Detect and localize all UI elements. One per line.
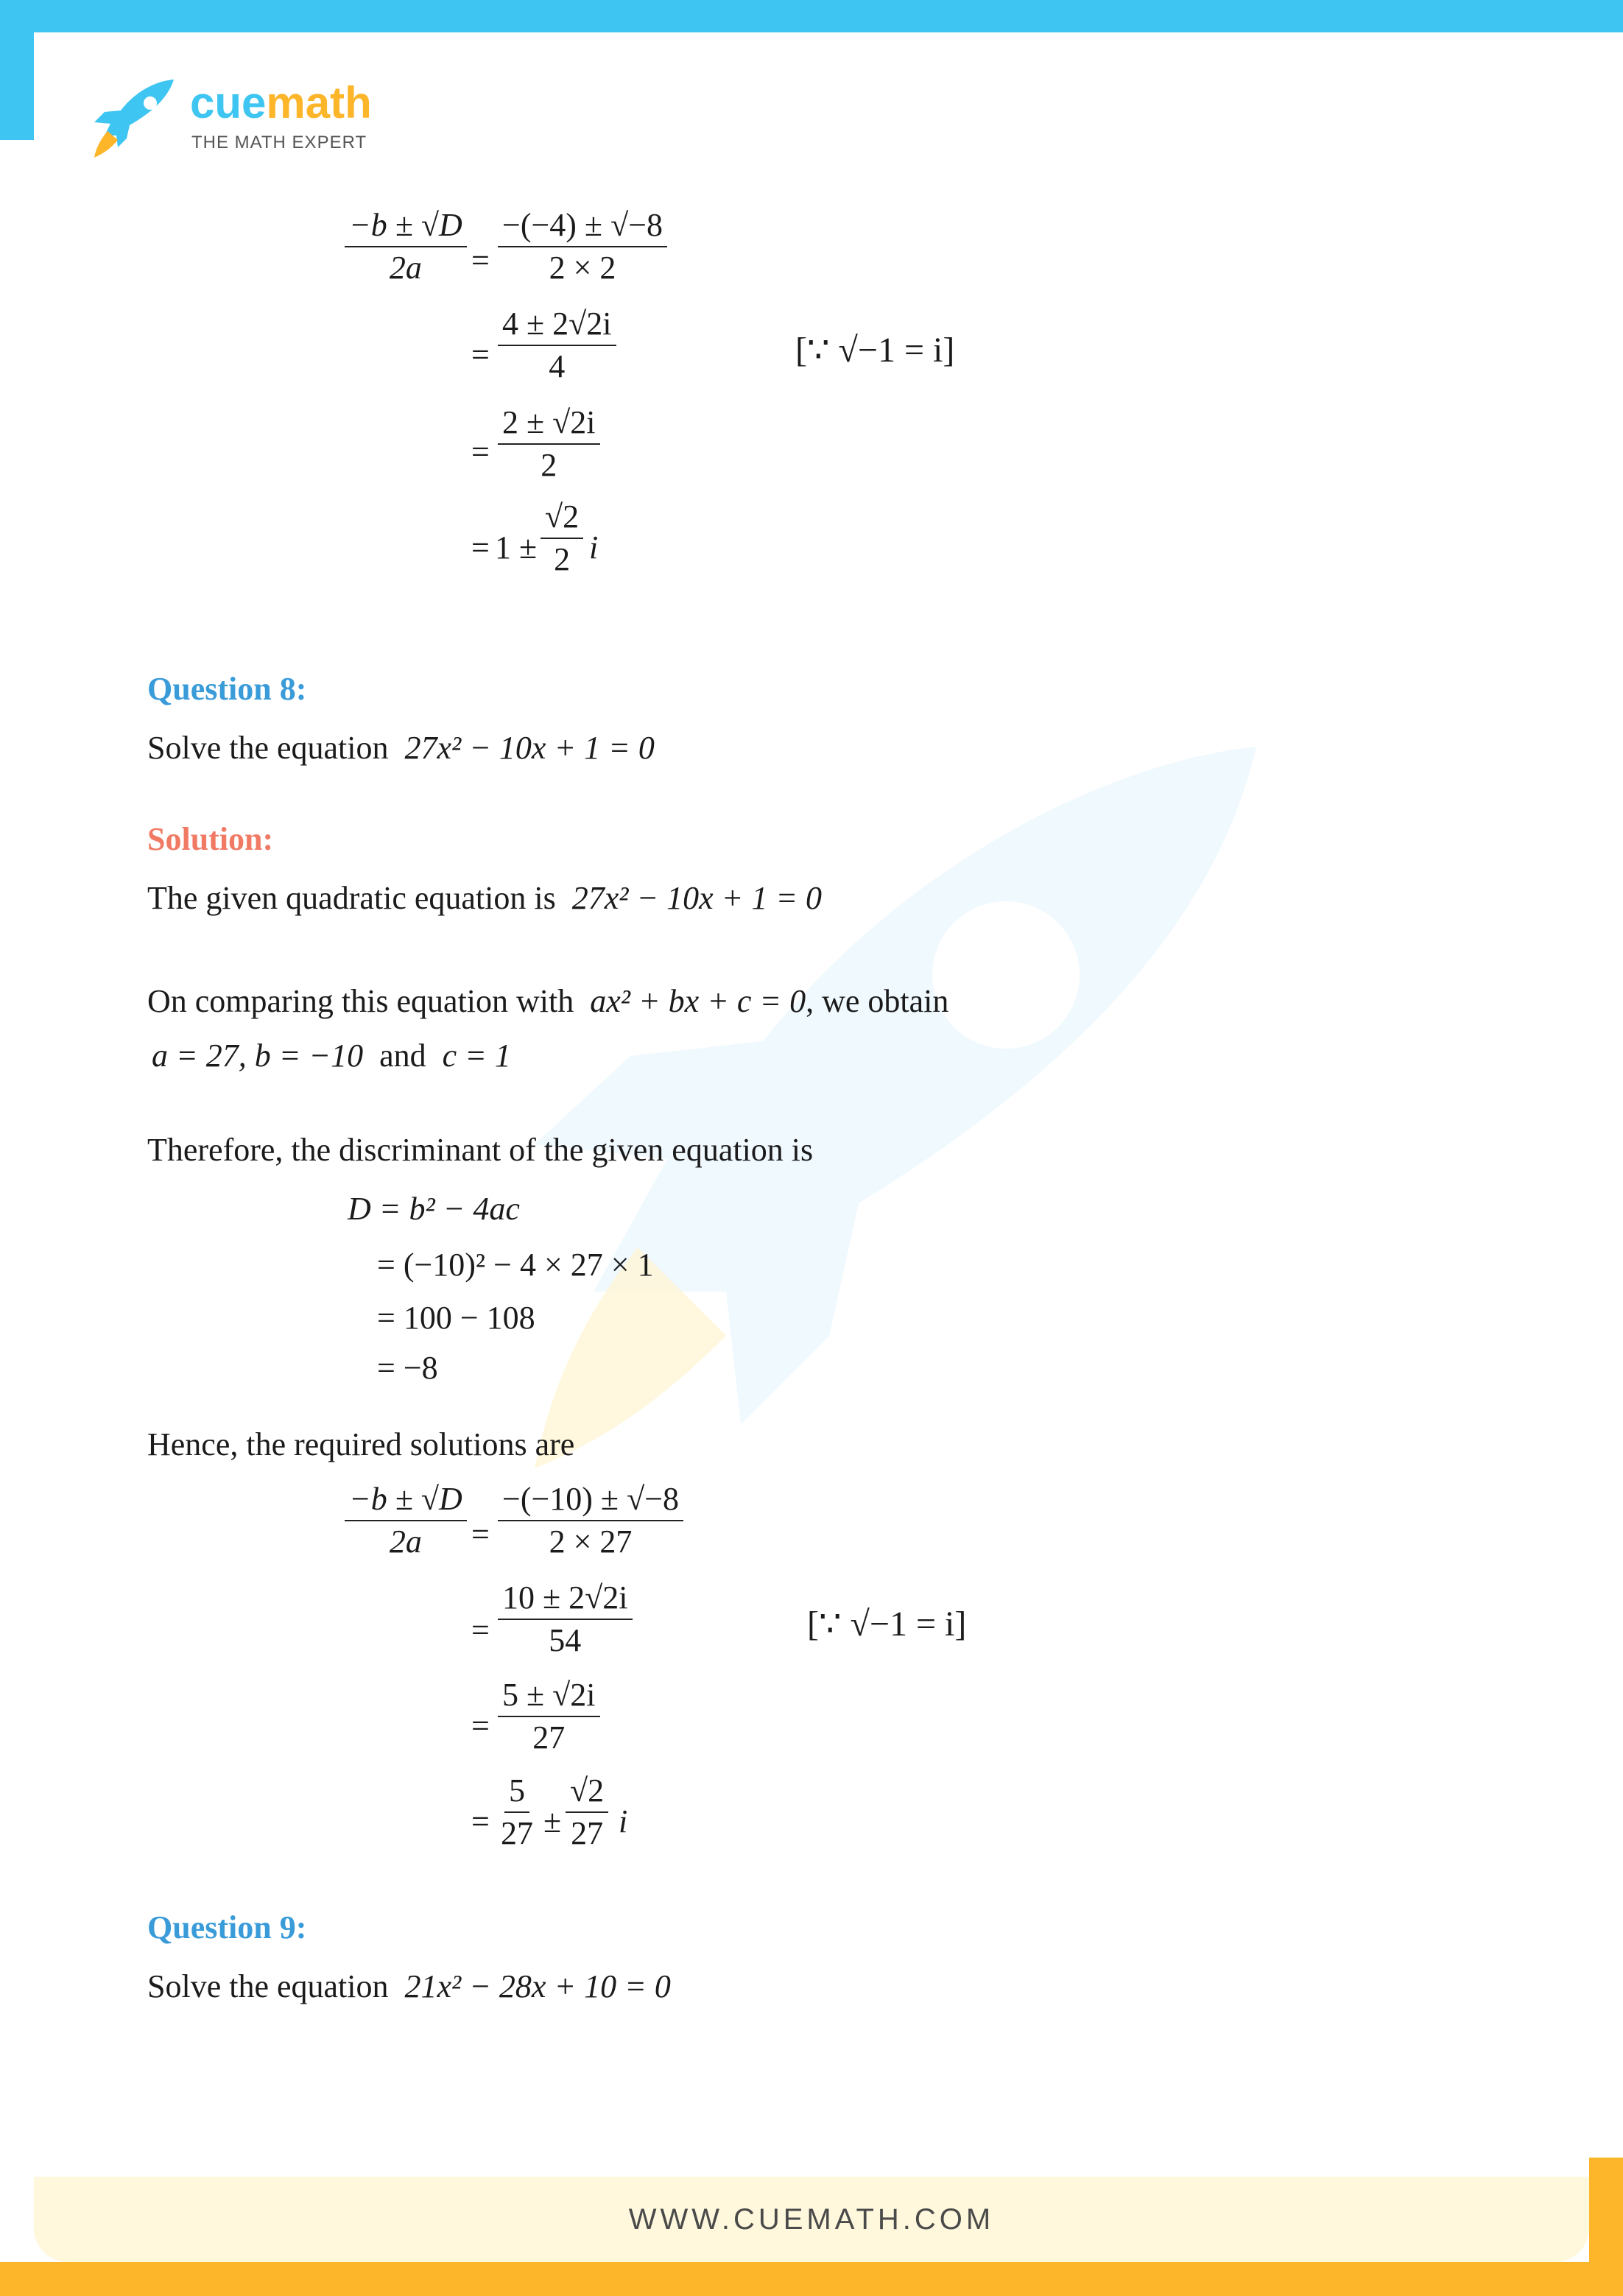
q8-lhs-num: −b ± √D <box>345 1483 467 1521</box>
q7-step1-num: −(−4) ± √−8 <box>498 209 667 247</box>
q7-eq-sign-2: = <box>471 337 490 373</box>
q8-eq-sign-4: = <box>471 1803 490 1839</box>
q8-step1-den: 2 × 27 <box>549 1524 633 1560</box>
q7-step2-fraction <box>498 308 616 383</box>
q8-coeffs-line <box>152 1037 511 1074</box>
q8-step3-den: 27 <box>532 1719 566 1756</box>
q8-step4-fraction-a <box>496 1772 538 1851</box>
q7-note: [∵ √−1 = i] <box>795 331 955 370</box>
q8-lhs-den: 2a <box>389 1524 422 1560</box>
q8-disc-line-4: = −8 <box>377 1350 438 1386</box>
q7-step1-den: 2 × 2 <box>549 250 616 286</box>
q8-compare-text: On comparing this equation with <box>147 983 574 1019</box>
right-accent-band <box>1589 2158 1623 2296</box>
q8-step1-num: −(−10) ± √−8 <box>498 1483 683 1521</box>
q8-coeffs-c: c = 1 <box>442 1038 511 1074</box>
q7-step4-pre: 1 ± <box>495 529 538 566</box>
q8-step4-a-den: 27 <box>501 1815 533 1851</box>
q8-disc-intro: Therefore, the discriminant of the given equation is <box>147 1132 814 1168</box>
q7-step2-num: 4 ± 2√2i <box>498 308 616 346</box>
question-9-heading: Question 9: <box>147 1909 307 1945</box>
q8-step3-num: 5 ± √2i <box>498 1679 600 1717</box>
q7-step3-fraction <box>498 406 600 482</box>
left-accent-band <box>0 0 34 140</box>
q7-step3-num: 2 ± √2i <box>498 406 600 445</box>
q7-lhs-den: 2a <box>389 250 422 286</box>
q8-step2-fraction <box>498 1582 633 1657</box>
q8-step4-pm: ± <box>543 1803 562 1839</box>
q7-step3-den: 2 <box>541 447 557 483</box>
logo-word-cue: cue <box>190 78 267 127</box>
question-9-statement <box>147 1968 671 2005</box>
q8-compare-line <box>147 982 948 1020</box>
q8-coeffs-and: and <box>379 1038 426 1074</box>
rocket-icon <box>91 77 178 159</box>
q9-statement-eq: 21x² − 28x + 10 = 0 <box>404 1968 671 2004</box>
q7-step2-den: 4 <box>549 348 566 384</box>
q8-given-eq: 27x² − 10x + 1 = 0 <box>571 880 823 916</box>
q7-eq-sign-3: = <box>471 434 490 470</box>
footer-url: WWW.CUEMATH.COM <box>628 2203 995 2236</box>
logo-word-math: math <box>266 78 372 127</box>
solution-heading: Solution: <box>147 821 274 857</box>
q8-disc-line-3: = 100 − 108 <box>377 1300 535 1336</box>
q8-compare-eq: ax² + bx + c = 0 <box>590 983 806 1019</box>
q7-eq-sign-1: = <box>471 242 490 278</box>
q8-compare-tail: , we obtain <box>806 983 949 1019</box>
q7-step4-fraction <box>541 501 583 576</box>
q8-given-line <box>147 879 822 917</box>
q8-note: [∵ √−1 = i] <box>807 1605 967 1644</box>
q8-step4-fraction-b <box>566 1772 608 1851</box>
q8-given-text: The given quadratic equation is <box>147 880 556 916</box>
q8-step4-b-num: √2 <box>566 1775 608 1813</box>
q7-step4-post: i <box>589 529 599 566</box>
q8-step4-b-den: 27 <box>571 1815 604 1851</box>
q8-hence-text: Hence, the required solutions are <box>147 1426 575 1462</box>
q8-statement-text: Solve the equation <box>147 730 389 766</box>
q7-lhs-num: −b ± √D <box>345 209 467 247</box>
q8-lhs-fraction <box>345 1483 467 1558</box>
q7-lhs-fraction <box>345 209 467 284</box>
q8-step2-den: 54 <box>549 1622 582 1658</box>
q8-step1-fraction <box>498 1483 683 1558</box>
q8-step4-a-num: 5 <box>504 1775 529 1813</box>
q8-statement-eq: 27x² − 10x + 1 = 0 <box>404 730 655 766</box>
question-8-statement <box>147 729 655 767</box>
bottom-accent-band <box>0 2262 1623 2296</box>
top-accent-band <box>0 0 1623 32</box>
q8-coeffs-eq: a = 27, b = −10 <box>152 1038 364 1074</box>
q8-step4-post: i <box>619 1803 628 1839</box>
q7-step4-num: √2 <box>541 501 583 539</box>
logo-tagline: THE MATH EXPERT <box>191 133 367 152</box>
q8-eq-sign-3: = <box>471 1708 490 1744</box>
q8-eq-sign-1: = <box>471 1516 490 1552</box>
logo-wordmark <box>190 78 372 127</box>
q7-step1-fraction <box>498 209 667 284</box>
q8-eq-sign-2: = <box>471 1612 490 1648</box>
q8-step2-num: 10 ± 2√2i <box>498 1582 633 1620</box>
q9-statement-text: Solve the equation <box>147 1968 389 2004</box>
q8-step3-fraction <box>498 1679 600 1754</box>
q7-step4-den: 2 <box>554 541 571 577</box>
question-8-heading: Question 8: <box>147 671 307 707</box>
q8-disc-line-1: D = b² − 4ac <box>348 1191 520 1227</box>
q7-eq-sign-4: = <box>471 529 490 566</box>
q8-disc-line-2: = (−10)² − 4 × 27 × 1 <box>377 1247 654 1283</box>
